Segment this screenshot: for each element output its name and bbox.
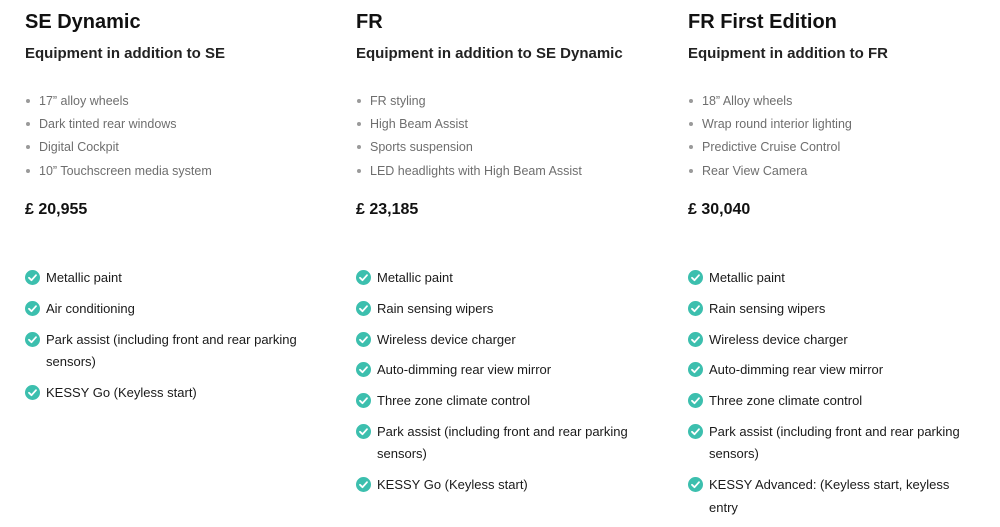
feature-item	[25, 161, 212, 184]
bullet-dot-icon	[357, 145, 361, 149]
feature-list	[688, 91, 852, 184]
feature-item	[25, 137, 212, 160]
trim-column	[25, 0, 325, 500]
feature-label: 10” Touchscreen media system	[39, 163, 212, 178]
trim-name: FR	[356, 11, 383, 33]
option-label: Park assist (including front and rear parking sensors)	[377, 423, 628, 462]
option-label: Park assist (including front and rear parking sensors)	[709, 423, 960, 462]
feature-list	[356, 91, 582, 184]
feature-label: LED headlights with High Beam Assist	[370, 163, 582, 178]
check-circle-icon	[688, 477, 703, 492]
option-item	[25, 382, 315, 404]
feature-item	[688, 137, 852, 160]
trim-column	[688, 0, 988, 515]
price: £ 23,185	[356, 201, 419, 218]
option-item	[25, 298, 315, 320]
bullet-dot-icon	[689, 169, 693, 173]
check-circle-icon	[25, 332, 40, 347]
option-label: Air conditioning	[46, 300, 135, 316]
option-item	[688, 329, 978, 351]
bullet-dot-icon	[26, 99, 30, 103]
equipment-subtitle: Equipment in addition to FR	[688, 45, 888, 62]
feature-label: Predictive Cruise Control	[702, 140, 841, 155]
bullet-dot-icon	[689, 99, 693, 103]
option-label: Metallic paint	[377, 270, 453, 285]
option-list	[688, 267, 978, 527]
option-item	[356, 421, 646, 466]
trim-name: SE Dynamic	[25, 11, 141, 33]
option-item	[688, 267, 978, 289]
option-item	[688, 359, 978, 381]
option-label: Wireless device charger	[377, 331, 516, 347]
check-circle-icon	[688, 393, 703, 408]
check-circle-icon	[688, 424, 703, 439]
option-label: KESSY Go (Keyless start)	[377, 477, 528, 493]
check-circle-icon	[25, 385, 40, 400]
option-list	[356, 267, 646, 505]
feature-item	[25, 91, 212, 114]
option-item	[688, 298, 978, 320]
check-circle-icon	[688, 301, 703, 316]
check-circle-icon	[25, 301, 40, 316]
option-label: Metallic paint	[46, 270, 122, 285]
option-label: Metallic paint	[709, 270, 785, 285]
feature-item	[356, 91, 582, 114]
trim-name: FR First Edition	[688, 11, 837, 33]
check-circle-icon	[688, 362, 703, 377]
feature-item	[688, 161, 852, 184]
feature-item	[688, 114, 852, 137]
option-label: Wireless device charger	[709, 331, 848, 347]
feature-label: Dark tinted rear windows	[39, 117, 177, 132]
option-label: Three zone climate control	[709, 393, 863, 409]
option-item	[356, 267, 646, 289]
option-item	[25, 329, 315, 374]
check-circle-icon	[688, 270, 703, 285]
feature-label: 17” alloy wheels	[39, 94, 129, 108]
feature-label: FR styling	[370, 94, 426, 108]
option-label: KESSY Go (Keyless start)	[46, 384, 197, 400]
option-label: Rain sensing wipers	[377, 300, 494, 316]
bullet-dot-icon	[689, 145, 693, 149]
option-item	[25, 267, 315, 289]
trim-column	[356, 0, 656, 500]
bullet-dot-icon	[26, 145, 30, 149]
bullet-dot-icon	[689, 122, 693, 126]
equipment-subtitle: Equipment in addition to SE	[25, 45, 225, 62]
price: £ 20,955	[25, 201, 88, 218]
bullet-dot-icon	[357, 99, 361, 103]
check-circle-icon	[25, 270, 40, 285]
option-item	[688, 421, 978, 466]
check-circle-icon	[356, 393, 371, 408]
feature-label: 18” Alloy wheels	[702, 94, 793, 108]
check-circle-icon	[356, 332, 371, 347]
feature-list	[25, 91, 212, 184]
check-circle-icon	[356, 270, 371, 285]
bullet-dot-icon	[357, 122, 361, 126]
feature-item	[688, 91, 852, 114]
check-circle-icon	[356, 477, 371, 492]
option-label: Three zone climate control	[377, 393, 531, 409]
check-circle-icon	[356, 362, 371, 377]
check-circle-icon	[688, 332, 703, 347]
feature-label: Sports suspension	[370, 140, 473, 155]
feature-item	[356, 137, 582, 160]
option-item	[688, 474, 978, 519]
option-item	[356, 329, 646, 351]
check-circle-icon	[356, 424, 371, 439]
bullet-dot-icon	[26, 122, 30, 126]
option-item	[356, 298, 646, 320]
feature-item	[356, 161, 582, 184]
option-item	[688, 390, 978, 412]
option-list	[25, 267, 315, 413]
bullet-dot-icon	[26, 169, 30, 173]
option-label: Auto-dimming rear view mirror	[709, 362, 884, 378]
feature-label: Wrap round interior lighting	[702, 117, 852, 132]
check-circle-icon	[356, 301, 371, 316]
option-label: Auto-dimming rear view mirror	[377, 362, 552, 378]
option-label: Rain sensing wipers	[709, 300, 826, 316]
option-label: KESSY Advanced: (Keyless start, keyless entry	[709, 477, 950, 515]
feature-item	[356, 114, 582, 137]
feature-item	[25, 114, 212, 137]
feature-label: High Beam Assist	[370, 117, 468, 132]
option-item	[356, 390, 646, 412]
price: £ 30,040	[688, 201, 751, 218]
option-item	[356, 474, 646, 496]
option-item	[356, 359, 646, 381]
equipment-subtitle: Equipment in addition to SE Dynamic	[356, 45, 623, 62]
bullet-dot-icon	[357, 169, 361, 173]
feature-label: Digital Cockpit	[39, 140, 119, 155]
option-label: Park assist (including front and rear parking sensors)	[46, 331, 297, 369]
feature-label: Rear View Camera	[702, 163, 808, 178]
